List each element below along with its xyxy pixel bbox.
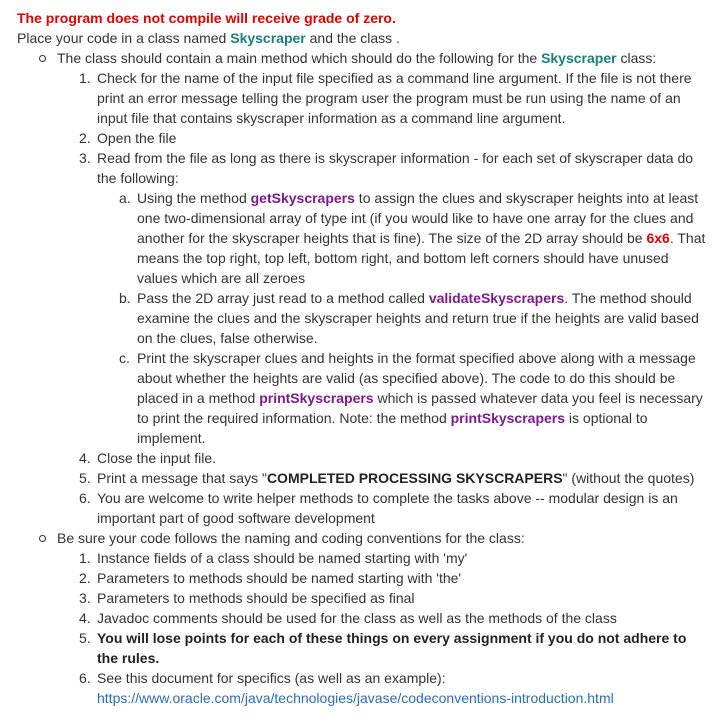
substep-b: [119, 288, 707, 348]
list-item: [79, 128, 707, 148]
substep-text: . That means the top right, top left, bottom right, and bottom left corners should have unused values which are all zeroes: [137, 230, 706, 286]
list-letter: a.: [119, 190, 131, 206]
list-item-text: " (without the quotes): [562, 470, 695, 486]
list-item: [79, 588, 707, 608]
list-item: [79, 668, 707, 708]
bullet2-text: Be sure your code follows the naming and coding conventions for the class:: [57, 530, 525, 546]
list-item: [79, 448, 707, 468]
list-number: 6.: [79, 490, 91, 506]
list-item-text: Javadoc comments should be used for the class as well as the methods of the class: [97, 610, 617, 626]
substep-text: Print the skyscraper clues and heights in the format specified above along with a message about whether the heights are valid (as specified above). The code to do this should be placed in a method: [137, 350, 696, 406]
substeps-list: [97, 188, 707, 448]
list-number: 1.: [79, 70, 91, 86]
penalty-warning: You will lose points for each of these things on every assignment if you do not adhere to the rules.: [97, 630, 687, 666]
list-item: [79, 468, 707, 488]
list-item-text: Instance fields of a class should be named starting with 'my': [97, 550, 468, 566]
list-number: 6.: [79, 670, 91, 686]
list-item: [79, 608, 707, 628]
substep-text: Using the method: [137, 190, 251, 206]
list-item-text: See this document for specifics (as well as an example):: [97, 670, 446, 686]
code-conventions-link[interactable]: https://www.oracle.com/java/technologies/javase/codeconventions-introduction.html: [97, 690, 614, 706]
method-print-skyscrapers: printSkyscrapers: [259, 390, 374, 406]
list-letter: c.: [119, 350, 130, 366]
method-print-skyscrapers-note: printSkyscrapers: [450, 410, 566, 426]
list-item-text: Read from the file as long as there is skyscraper information - for each set of skyscraper data do the following:: [97, 150, 694, 186]
list-item: [79, 488, 707, 528]
intro-paragraph: [17, 28, 707, 48]
intro-text-after: and the class .: [305, 30, 400, 46]
main-steps-list: [57, 68, 707, 528]
bullet1-text-after: class:: [616, 50, 657, 66]
list-item: [79, 628, 707, 668]
list-number: 3.: [79, 590, 91, 606]
circle-bullet-icon: [39, 55, 46, 62]
array-size: 6x6: [646, 230, 670, 246]
conventions-list: [57, 548, 707, 708]
circle-bullet-icon: [39, 535, 46, 542]
list-item-text: Parameters to methods should be specified as final: [97, 590, 415, 606]
intro-text-before: Place your code in a class named: [17, 30, 231, 46]
substep-text: . The method should examine the clues and the skyscraper heights and return true if the heights are valid based on the clues, false otherwise.: [137, 290, 699, 346]
list-item-text: You are welcome to write helper methods to complete the tasks above -- modular design is an important part of good software development: [97, 490, 678, 526]
substep-text: is optional to implement.: [137, 410, 648, 446]
list-letter: b.: [119, 290, 131, 306]
completed-message: COMPLETED PROCESSING SKYSCRAPERS: [266, 470, 563, 486]
list-number: 4.: [79, 610, 91, 626]
list-item: [79, 548, 707, 568]
list-item-text: Print a message that says ": [97, 470, 267, 486]
bullet1-class-name: Skyscraper: [541, 50, 617, 66]
list-item-text: Close the input file.: [97, 450, 217, 466]
substep-text: which is passed whatever data you feel is necessary to print the required information. Note: the method: [137, 390, 703, 426]
substep-c: [119, 348, 707, 448]
requirements-list: [17, 48, 707, 708]
list-item: [79, 68, 707, 128]
main-method-bullet: [39, 48, 707, 528]
list-number: 3.: [79, 150, 91, 166]
intro-class-name: Skyscraper: [230, 30, 306, 46]
list-number: 4.: [79, 450, 91, 466]
list-item-text: Open the file: [97, 130, 177, 146]
method-get-skyscrapers: getSkyscrapers: [250, 190, 355, 206]
list-number: 2.: [79, 130, 91, 146]
substep-a: [119, 188, 707, 288]
substep-text: Pass the 2D array just read to a method called: [137, 290, 429, 306]
conventions-bullet: [39, 528, 707, 708]
list-item-text: Parameters to methods should be named starting with 'the': [97, 570, 462, 586]
bullet1-text-before: The class should contain a main method which should do the following for the: [57, 50, 542, 66]
list-item-text: Check for the name of the input file specified as a command line argument. If the file is not there print an error message telling the program user the program must be run using the name of an input file that contains skyscraper information as a command line argument.: [97, 70, 692, 126]
list-number: 2.: [79, 570, 91, 586]
list-number: 5.: [79, 470, 91, 486]
list-number: 1.: [79, 550, 91, 566]
compile-warning: The program does not compile will receive grade of zero.: [17, 10, 396, 26]
list-item: [79, 568, 707, 588]
substep-text: to assign the clues and skyscraper heights into at least one two-dimensional array of type int (if you would like to have one array for the clues and another for the skyscraper heights that is fine). The size of the 2D array should be: [137, 190, 699, 246]
method-validate-skyscrapers: validateSkyscrapers: [428, 290, 565, 306]
list-number: 5.: [79, 630, 91, 646]
list-item: [79, 148, 707, 448]
